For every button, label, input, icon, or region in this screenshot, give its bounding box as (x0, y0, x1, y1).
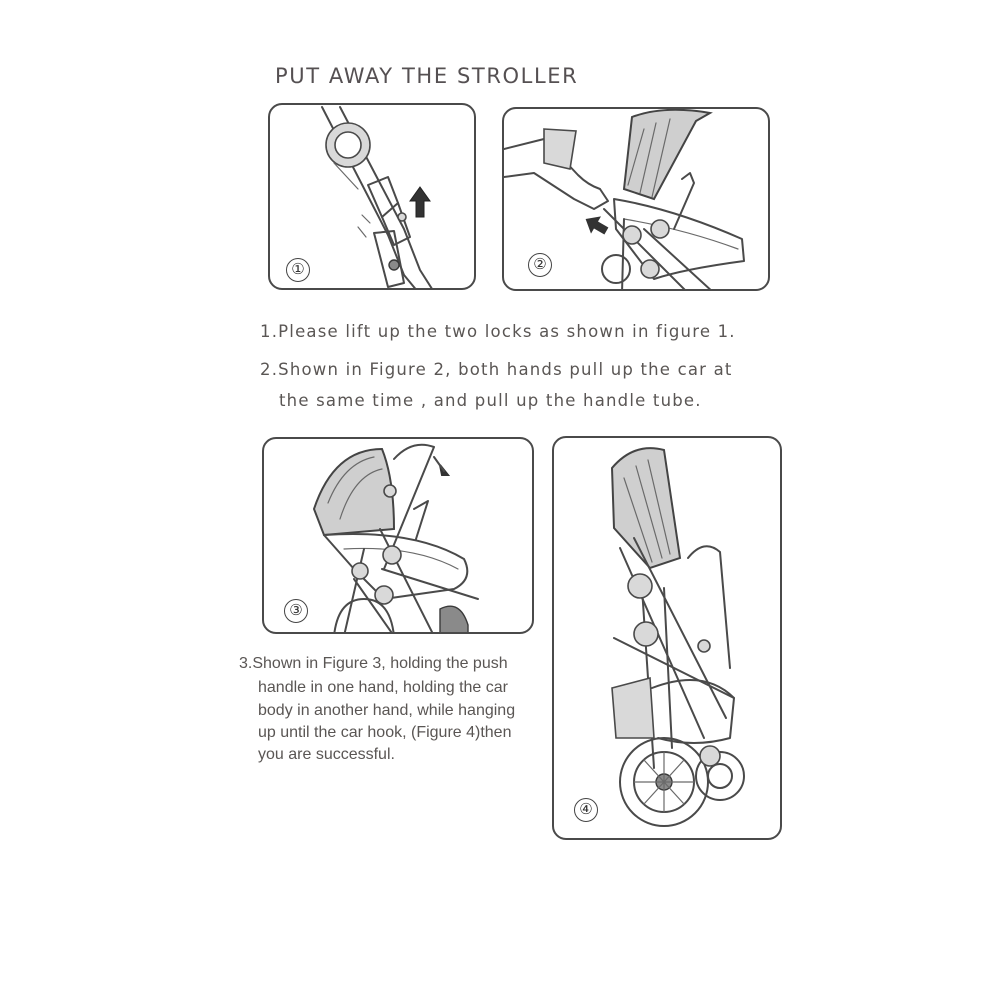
instruction-step-3-line-1: 3.Shown in Figure 3, holding the push (239, 655, 508, 672)
instruction-step-3-line-4: up until the car hook, (Figure 4)then (258, 724, 512, 741)
instruction-step-3-line-2: handle in one hand, holding the car (258, 679, 508, 696)
figure-1-number: ① (286, 258, 310, 282)
figure-1-panel (268, 103, 476, 290)
figure-2-panel (502, 107, 770, 291)
figure-2-number: ② (528, 253, 552, 277)
instruction-step-2-line-2: the same time , and pull up the handle tube. (279, 391, 702, 410)
figure-4-number: ④ (574, 798, 598, 822)
figure-4-folded-stroller-illustration (554, 438, 782, 840)
instruction-step-2-line-1: 2.Shown in Figure 2, both hands pull up the car at (260, 360, 733, 379)
instruction-step-3-line-3: body in another hand, while hanging (258, 702, 516, 719)
figure-4-panel (552, 436, 782, 840)
figure-3-number: ③ (284, 599, 308, 623)
instruction-step-1: 1.Please lift up the two locks as shown in figure 1. (260, 322, 736, 341)
page-title: PUT AWAY THE STROLLER (275, 64, 579, 88)
instruction-step-3-line-5: you are successful. (258, 746, 395, 763)
figure-3-panel (262, 437, 534, 634)
